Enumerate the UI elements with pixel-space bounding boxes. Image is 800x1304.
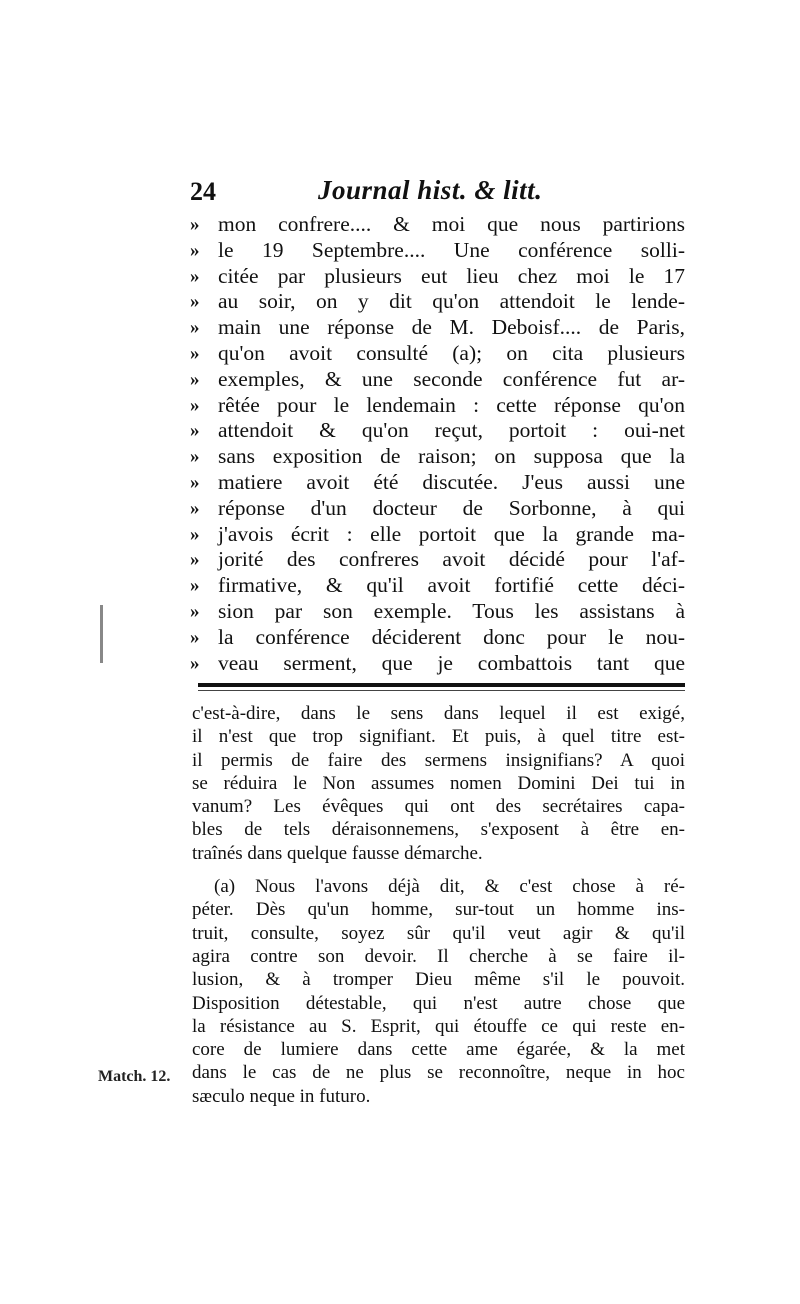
footnote-a-line <box>190 1061 690 1084</box>
footnote-line <box>190 702 690 725</box>
footnote-a-line <box>190 898 690 921</box>
footnote-text: lusion, & à tromper Dieu même s'il le pouvoit. <box>192 969 685 991</box>
line-text: rêtée pour le lendemain : cette réponse qu'on <box>218 392 685 417</box>
quotation-mark: » <box>190 549 200 571</box>
quotation-mark: » <box>190 652 200 674</box>
text-line <box>190 573 690 599</box>
text-line <box>190 625 690 651</box>
text-line <box>190 289 690 315</box>
footnote-a-line <box>190 992 690 1015</box>
footnote-text: dans le cas de ne plus se reconnoître, neque in hoc <box>192 1062 685 1084</box>
footnote-divider <box>198 683 685 687</box>
quotation-mark: » <box>190 265 200 287</box>
line-text: attendoit & qu'on reçut, portoit : oui-net <box>218 418 685 443</box>
footnote-line <box>190 772 690 795</box>
quotation-mark: » <box>190 420 200 442</box>
quotation-mark: » <box>190 368 200 390</box>
quotation-mark: » <box>190 214 200 235</box>
quotation-mark: » <box>190 394 200 416</box>
main-text-block <box>190 212 690 676</box>
text-line <box>190 444 690 470</box>
line-text: sion par son exemple. Tous les assistans à <box>218 598 685 623</box>
footnote-text: Disposition détestable, qui n'est autre chose que <box>192 992 685 1014</box>
footnote-a-line <box>190 875 690 898</box>
margin-reference: Match. 12. <box>98 1068 171 1085</box>
footnote-text: vanum? Les évêques qui ont des secrétaires capa- <box>192 796 685 818</box>
footnote-text: se réduira le Non assumes nomen Domini Dei tui in <box>192 772 685 794</box>
footnote-line <box>190 725 690 748</box>
footnote-text: la résistance au S. Esprit, qui étouffe ce qui reste en- <box>192 1015 685 1037</box>
text-line <box>190 522 690 548</box>
page-header <box>190 175 690 211</box>
text-line <box>190 212 690 238</box>
line-text: main une réponse de M. Deboisf.... de Paris, <box>218 315 685 340</box>
footnote-a-line <box>190 945 690 968</box>
footnote-text: truit, consulte, soyez sûr qu'il veut agir & qu'il <box>192 922 685 944</box>
text-line <box>190 264 690 290</box>
quotation-mark: » <box>190 291 200 313</box>
footnote-text: agira contre son devoir. Il cherche à se faire il- <box>192 945 685 967</box>
text-line <box>190 651 690 677</box>
footnote-a-line <box>190 922 690 945</box>
footnote-text: il permis de faire des sermens insignifians? A quoi <box>192 749 685 771</box>
footnote-text: core de lumiere dans cette ame égarée, & la met <box>192 1039 685 1061</box>
quotation-mark: » <box>190 626 200 648</box>
quotation-mark: » <box>190 471 200 493</box>
footnote-a-line <box>190 1085 690 1108</box>
text-line <box>190 238 690 264</box>
footnotes-block <box>190 702 690 1108</box>
footnote-text: (a) Nous l'avons déjà dit, & c'est chose à ré- <box>214 876 685 898</box>
line-text: au soir, on y dit qu'on attendoit le lende- <box>218 289 685 314</box>
text-line <box>190 470 690 496</box>
line-text: citée par plusieurs eut lieu chez moi le 17 <box>218 263 685 288</box>
footnote-a-line <box>190 1038 690 1061</box>
line-text: mon confrere.... & moi que nous partirions <box>218 212 685 236</box>
footnote-a-line <box>190 968 690 991</box>
quotation-mark: » <box>190 497 200 519</box>
quotation-mark: » <box>190 600 200 622</box>
line-text: réponse d'un docteur de Sorbonne, à qui <box>218 495 685 520</box>
line-text: qu'on avoit consulté (a); on cita plusieurs <box>218 340 685 365</box>
text-line <box>190 393 690 419</box>
quotation-mark: » <box>190 317 200 339</box>
running-head: Journal hist. & litt. <box>318 175 543 205</box>
text-line <box>190 547 690 573</box>
footnote-line <box>190 749 690 772</box>
line-text: firmative, & qu'il avoit fortifié cette déci- <box>218 573 685 598</box>
line-text: sans exposition de raison; on supposa que la <box>218 444 685 469</box>
footnote-text: c'est-à-dire, dans le sens dans lequel il est exigé, <box>192 703 685 724</box>
quotation-mark: » <box>190 575 200 597</box>
text-line <box>190 341 690 367</box>
scan-edge-mark <box>100 605 103 663</box>
quotation-mark: » <box>190 342 200 364</box>
footnote-line <box>190 795 690 818</box>
footnote-line <box>190 818 690 841</box>
footnote-text: il n'est que trop signifiant. Et puis, à quel titre est- <box>192 726 685 748</box>
footnote-text: traînés dans quelque fausse démarche. <box>192 842 483 864</box>
quotation-mark: » <box>190 446 200 468</box>
text-line <box>190 418 690 444</box>
text-line <box>190 599 690 625</box>
line-text: matiere avoit été discutée. J'eus aussi une <box>218 469 685 494</box>
text-line <box>190 315 690 341</box>
footnote-text: sæculo neque in futuro. <box>192 1085 371 1107</box>
line-text: exemples, & une seconde conférence fut ar- <box>218 366 685 391</box>
footnote-divider-thin <box>198 690 685 691</box>
quotation-mark: » <box>190 523 200 545</box>
footnote-a-line <box>190 1015 690 1038</box>
line-text: la conférence déciderent donc pour le nou- <box>218 624 685 649</box>
text-line <box>190 496 690 522</box>
text-line <box>190 367 690 393</box>
line-text: veau serment, que je combattois tant que <box>218 650 685 675</box>
line-text: le 19 Septembre.... Une conférence solli- <box>218 237 685 262</box>
page-number: 24 <box>190 177 216 206</box>
footnote-text: bles de tels déraisonnemens, s'exposent à être en- <box>192 819 685 841</box>
line-text: j'avois écrit : elle portoit que la grande ma- <box>218 521 685 546</box>
line-text: jorité des confreres avoit décidé pour l'af- <box>218 547 685 572</box>
footnote-line <box>190 842 690 865</box>
quotation-mark: » <box>190 239 200 261</box>
footnote-text: péter. Dès qu'un homme, sur-tout un homme ins- <box>192 899 685 921</box>
